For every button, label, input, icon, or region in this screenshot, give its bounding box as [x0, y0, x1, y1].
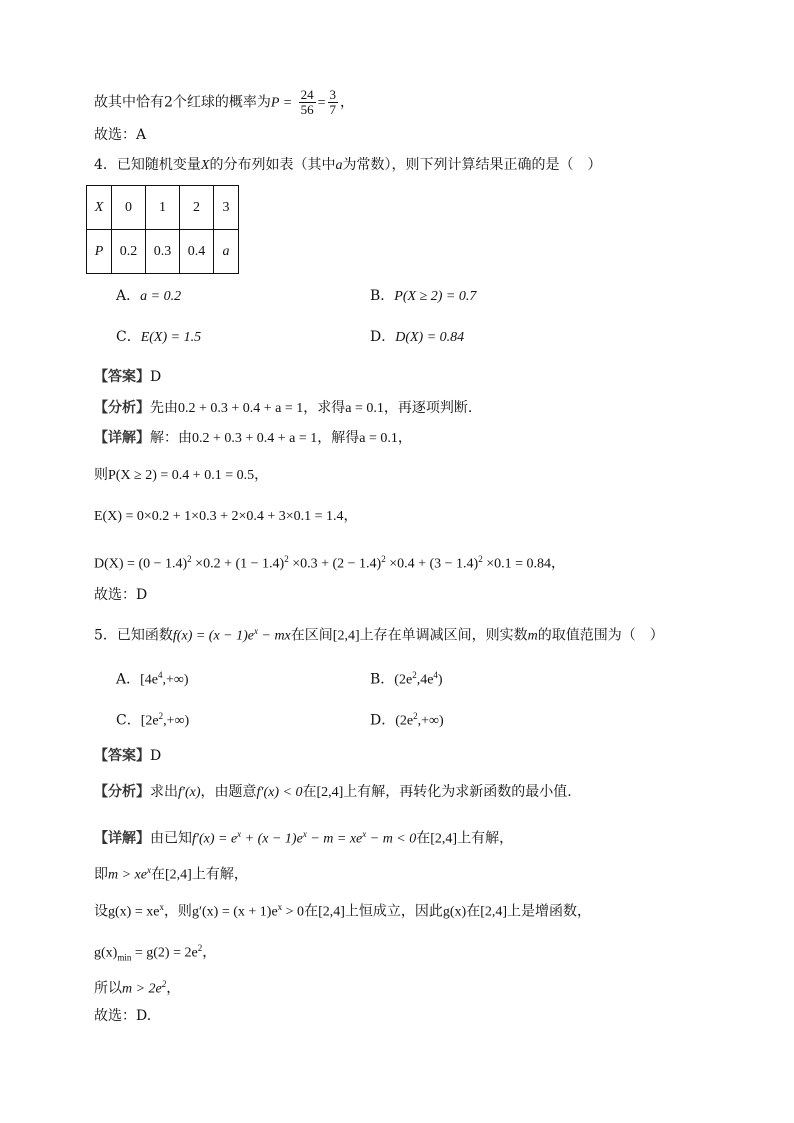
option-d	[370, 327, 464, 348]
detail-line	[94, 824, 513, 850]
subscript: min	[117, 952, 132, 963]
table-row-x	[87, 186, 239, 230]
exponent: 2	[478, 554, 483, 564]
option-b	[370, 286, 476, 307]
var: m	[527, 628, 538, 644]
var: a	[335, 158, 343, 173]
exponent: x	[237, 829, 242, 839]
text: ，	[397, 430, 412, 446]
math: g(x) = xe	[108, 904, 160, 920]
answer-line	[94, 367, 161, 387]
label: D．	[370, 712, 396, 729]
option-a	[116, 286, 181, 307]
text: 上恒成立，因此	[344, 903, 443, 920]
exponent: 2	[161, 979, 167, 989]
math: ×0.2 + (1 − 1.4)	[191, 556, 285, 572]
label: A．	[116, 671, 141, 688]
option-d	[370, 706, 444, 732]
option-text: E(X) = 1.5	[140, 330, 202, 345]
text: 设	[94, 903, 108, 920]
distribution-table	[86, 185, 239, 274]
text: ，则	[163, 903, 192, 920]
math: [2,4]	[316, 785, 344, 800]
label: B．	[370, 288, 395, 304]
step-1	[94, 860, 248, 886]
label: A．	[116, 288, 141, 304]
denominator: 56	[300, 102, 314, 117]
final-d: 故选：D	[94, 587, 148, 603]
answer-value: D	[150, 369, 162, 385]
math: 0.2 + 0.3 + 0.4 + a = 1	[192, 431, 318, 446]
text: ，解得	[317, 430, 360, 446]
cell: 0.4	[180, 230, 214, 274]
text: 先由	[150, 400, 178, 416]
option-a	[116, 665, 189, 691]
math: E(X) = 0×0.2 + 1×0.3 + 2×0.4 + 3×0.1 = 1.4	[94, 509, 344, 524]
question-5-stem	[94, 621, 664, 647]
answer-label: 【答案】	[94, 748, 150, 764]
analysis-line	[94, 398, 472, 419]
text: 在	[151, 866, 165, 883]
math: ,+∞)	[162, 672, 189, 688]
step-3	[94, 549, 565, 575]
final-d: 故选：D.	[94, 1008, 152, 1024]
option-text: a = 0.2	[140, 289, 182, 304]
math: )	[437, 672, 443, 688]
math: > 0	[282, 904, 305, 920]
exponent: 2	[284, 554, 289, 564]
math: − m = xe	[306, 831, 363, 847]
text: 则	[94, 467, 108, 483]
equals: =	[317, 95, 326, 111]
math: [2,4]	[318, 904, 345, 920]
math: + (x − 1)e	[241, 831, 303, 847]
math: m > xe	[108, 867, 147, 883]
label: C．	[116, 712, 141, 729]
fraction-3-7	[328, 88, 339, 117]
math: [2,4]	[430, 831, 458, 847]
label: C．	[116, 329, 141, 345]
text: 的分布列如表（其中	[209, 157, 336, 173]
text: 由已知	[150, 830, 192, 847]
detail-line	[94, 428, 412, 449]
exponent: 2	[381, 554, 386, 564]
analysis-label: 【分析】	[94, 784, 150, 800]
math: ,+∞)	[417, 713, 444, 729]
math: [4e	[140, 672, 159, 688]
math: (2e	[394, 672, 413, 688]
math: [2,4]	[480, 904, 508, 920]
math: [2,4]	[165, 867, 192, 883]
punct: ，	[202, 944, 217, 961]
numerator: 24	[300, 87, 314, 102]
answer-line	[94, 746, 161, 766]
math: g′(x) = (x + 1)e	[191, 904, 278, 920]
fraction-24-56	[299, 88, 316, 117]
math: m > 2e	[122, 981, 162, 997]
math: [2e	[140, 713, 159, 729]
option-text: D(X) = 0.84	[395, 330, 465, 345]
exponent: 2	[197, 943, 203, 953]
cell: 0	[112, 186, 146, 230]
step-4	[94, 974, 180, 1000]
math: [2,4]	[332, 628, 360, 644]
math: P(X ≥ 2) = 0.4 + 0.1 = 0.5	[108, 468, 255, 483]
punct: ，	[166, 980, 181, 997]
exponent: x	[277, 902, 283, 912]
text: 在	[466, 903, 481, 920]
var: X	[200, 158, 210, 173]
punct: ，	[254, 467, 269, 483]
text: 即	[94, 866, 108, 883]
math: = g(2) = 2e	[131, 945, 198, 961]
cell: 0.2	[112, 230, 146, 274]
text: 在	[416, 830, 431, 847]
math: ×0.1 = 0.84	[482, 556, 552, 572]
answer-label: 【答案】	[94, 369, 150, 385]
question-4-stem	[94, 155, 601, 176]
math-lhs: P =	[270, 95, 293, 111]
detail-label: 【详解】	[94, 430, 150, 446]
math: ×0.3 + (2 − 1.4)	[288, 556, 382, 572]
math: − m < 0	[366, 831, 417, 847]
exponent: x	[159, 902, 164, 912]
exponent: x	[147, 865, 151, 875]
text: ，求得	[303, 400, 346, 416]
step-1	[94, 465, 268, 486]
exponent: 2	[158, 711, 164, 721]
step-3	[94, 938, 216, 967]
text: 的取值范围为（ ）	[537, 627, 664, 644]
text: 所以	[94, 980, 122, 997]
choice-line-a: 故选：A	[94, 127, 147, 143]
exponent: 4	[433, 670, 438, 680]
text: 上存在单调减区间，则实数	[359, 627, 528, 644]
text: 在	[302, 784, 317, 800]
math: a = 0.1	[345, 401, 384, 416]
math: ,+∞)	[163, 713, 190, 729]
math: f′(x) = e	[192, 831, 238, 847]
math: g(x)	[94, 945, 118, 961]
math: (2e	[395, 713, 414, 729]
punct: ，	[340, 94, 355, 111]
exponent: x	[254, 626, 258, 636]
answer-value: D	[150, 748, 162, 764]
label: B．	[370, 671, 395, 688]
math: f′(x)	[178, 785, 201, 800]
numerator: 3	[329, 87, 337, 102]
exponent: x	[362, 829, 367, 839]
text: 上有解，	[457, 830, 514, 847]
option-b	[370, 665, 443, 691]
table-row-p	[87, 230, 239, 274]
math: ,4e	[416, 672, 434, 688]
text: 解：由	[150, 430, 192, 446]
math: 0.2 + 0.3 + 0.4 + a = 1	[178, 401, 304, 416]
text: 上有解，再转化为求新函数的最小值.	[343, 784, 572, 800]
text: 上有解，	[191, 866, 248, 883]
text: 为常数），则下列计算结果正确的是（ ）	[342, 157, 602, 173]
exponent: x	[302, 829, 307, 839]
text: ，再逐项判断.	[383, 400, 473, 416]
analysis-line	[94, 782, 572, 803]
option-c	[116, 706, 189, 732]
step-2	[94, 897, 591, 923]
text: 求出	[150, 784, 178, 800]
label: D．	[370, 329, 396, 345]
math: ×0.4 + (3 − 1.4)	[385, 556, 479, 572]
text: ，由题意	[200, 784, 257, 800]
math: f′(x) < 0	[256, 785, 303, 800]
text: 4．已知随机变量	[94, 157, 201, 173]
cell: 0.3	[146, 230, 180, 274]
text: 在	[304, 903, 319, 920]
punct: ，	[343, 508, 358, 524]
exponent: 2	[187, 554, 192, 564]
step-2	[94, 506, 358, 527]
denominator: 7	[329, 102, 337, 117]
math: − mx	[258, 628, 291, 644]
exponent: 2	[412, 670, 417, 680]
text: 故其中恰有2个红球的概率为	[94, 94, 271, 111]
detail-label: 【详解】	[94, 830, 150, 847]
math: g(x)	[442, 904, 467, 920]
exponent: 2	[413, 711, 418, 721]
math: a = 0.1	[359, 431, 398, 446]
cell: a	[214, 230, 239, 274]
cell: 3	[214, 186, 239, 230]
math: D(X) = (0 − 1.4)	[94, 556, 188, 572]
cell: 2	[180, 186, 214, 230]
analysis-label: 【分析】	[94, 400, 150, 416]
cell: X	[87, 186, 112, 230]
option-text: P(X ≥ 2) = 0.7	[394, 289, 477, 304]
math: f(x) = (x − 1)e	[172, 628, 254, 644]
text: 在区间	[290, 627, 333, 644]
option-c	[116, 327, 201, 348]
probability-line	[94, 88, 354, 117]
punct: ，	[551, 555, 566, 572]
text: 上是增函数，	[507, 903, 592, 920]
cell: P	[87, 230, 112, 274]
cell: 1	[146, 186, 180, 230]
exponent: 4	[158, 670, 163, 680]
text: 5．已知函数	[94, 627, 173, 644]
